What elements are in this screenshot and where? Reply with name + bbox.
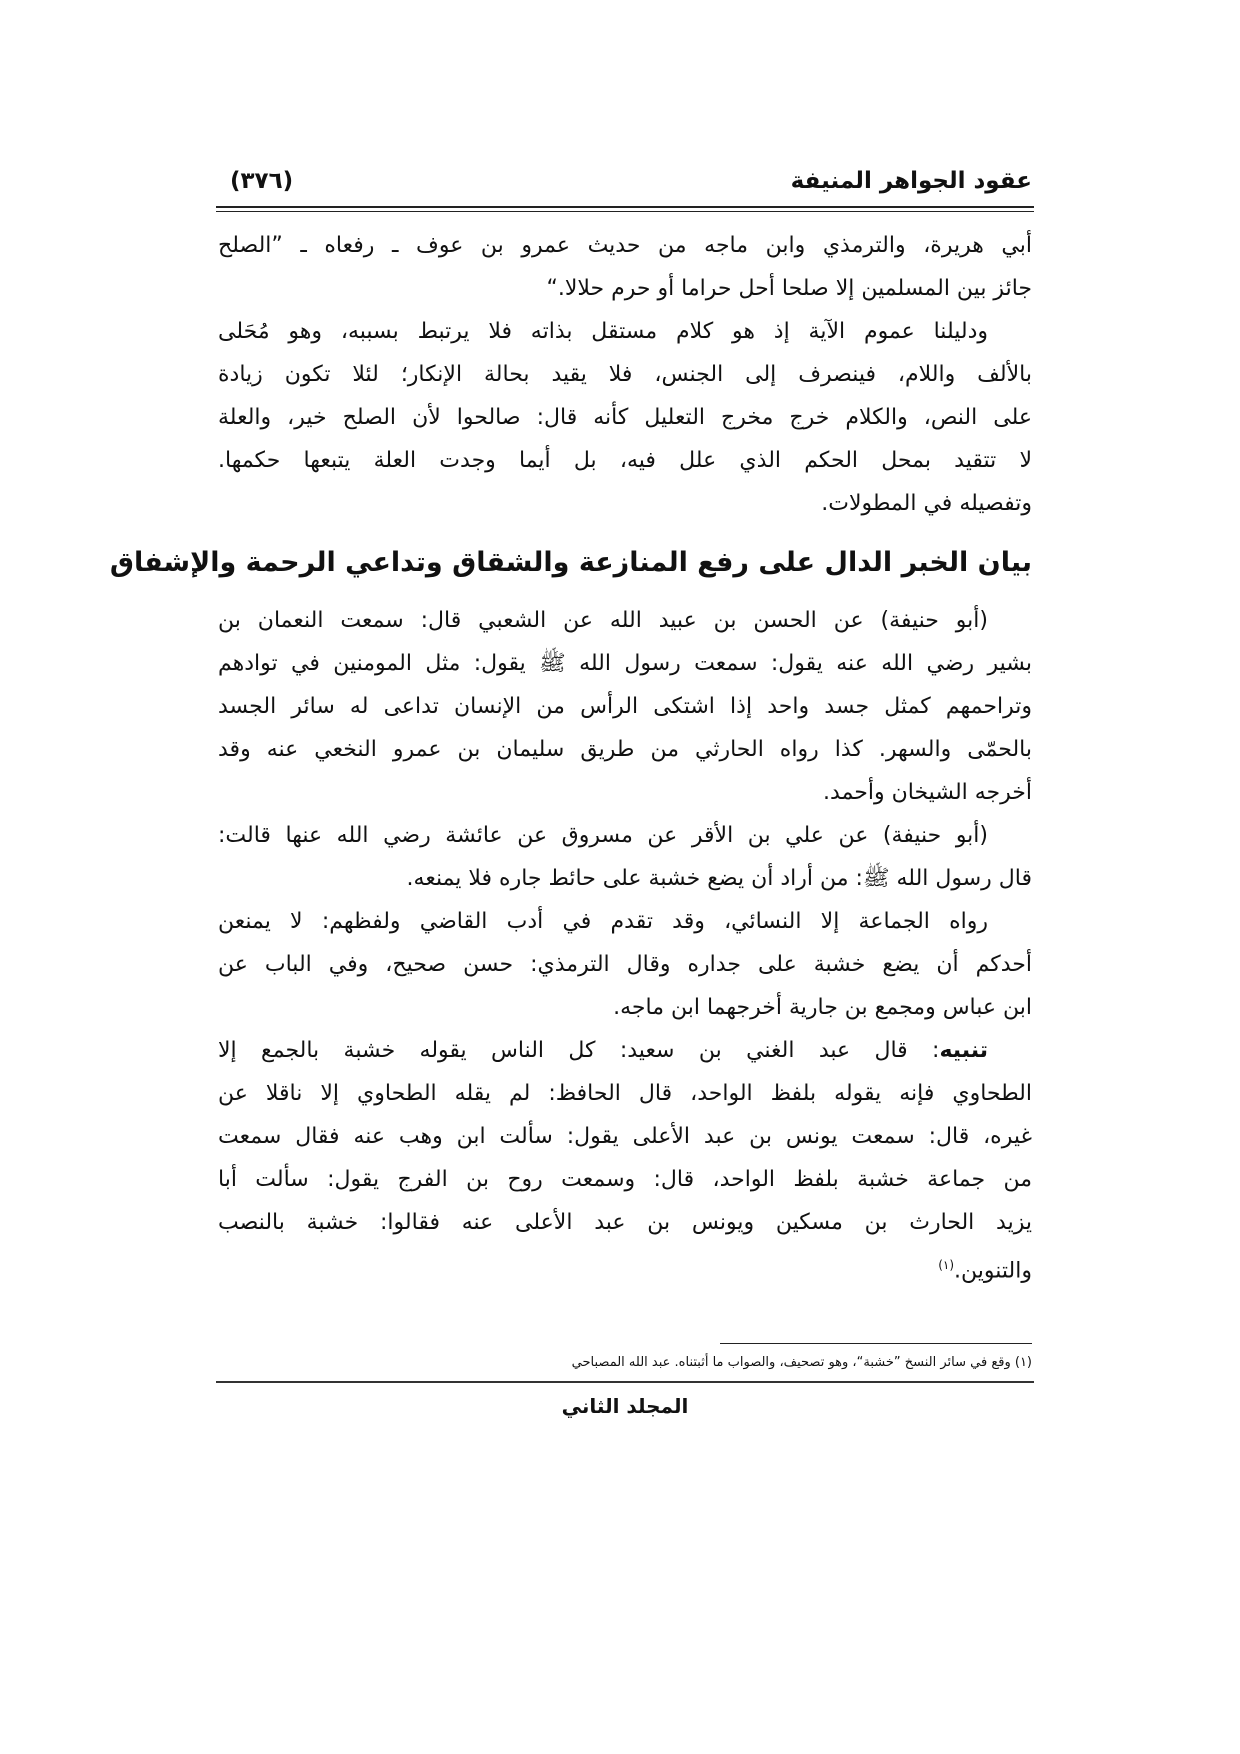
text-line: أحدكم أن يضع خشبة على جداره وقال الترمذي: حسن صحيح، وفي الباب عن <box>218 952 1032 977</box>
text-line: لا تتقيد بمحل الحكم الذي علل فيه، بل أيما وجدت العلة يتبعها حكمها. <box>218 448 1032 473</box>
text-line: الطحاوي فإنه يقوله بلفظ الواحد، قال الحافظ: لم يقله الطحاوي إلا ناقلا عن <box>218 1081 1032 1106</box>
text-line: على النص، والكلام خرج مخرج التعليل كأنه قال: صالحوا لأن الصلح خير، والعلة <box>218 405 1032 430</box>
page-number: (٣٧٦) <box>230 168 294 194</box>
text-line: (أبو حنيفة) عن علي بن الأقر عن مسروق عن عائشة رضي الله عنها قالت: <box>218 823 988 848</box>
footnote: (١) وقع في سائر النسخ ”خشبة“، وهو تصحيف، والصواب ما أثبتناه. عبد الله المصباحي <box>571 1355 1032 1370</box>
footnote-reference[interactable]: (١) <box>938 1258 955 1272</box>
text-line <box>218 1244 1032 1287</box>
text-span: والتنوين. <box>954 1258 1032 1284</box>
text-line: قال رسول الله ﷺ: من أراد أن يضع خشبة على حائط جاره فلا يمنعه. <box>406 866 1032 891</box>
running-header <box>218 168 1032 204</box>
text-line: غيره، قال: سمعت يونس بن عبد الأعلى يقول: سألت ابن وهب عنه فقال سمعت <box>218 1124 1032 1149</box>
book-title: عقود الجواهر المنيفة <box>790 168 1032 194</box>
text-line: جائز بين المسلمين إلا صلحا أحل حراما أو حرم حلالا.“ <box>546 276 1032 301</box>
text-line: بالألف واللام، فينصرف إلى الجنس، فلا يقيد بحالة الإنكار؛ لئلا تكون زيادة <box>218 362 1032 387</box>
footnote-separator <box>720 1343 1032 1344</box>
paragraph <box>218 900 1032 1029</box>
text-line: يزيد الحارث بن مسكين ويونس بن عبد الأعلى عنه فقالوا: خشبة بالنصب <box>218 1210 1032 1235</box>
text-line: (أبو حنيفة) عن الحسن بن عبيد الله عن الشعبي قال: سمعت النعمان بن <box>218 608 988 633</box>
footer-rule <box>216 1381 1034 1383</box>
text-line: أبي هريرة، والترمذي وابن ماجه من حديث عمرو بن عوف ـ رفعاه ـ ”الصلح <box>218 233 1032 258</box>
paragraph <box>218 310 1032 525</box>
text-line: وتفصيله في المطولات. <box>821 491 1032 516</box>
paragraph-note <box>218 1029 1032 1287</box>
paragraph <box>218 599 1032 814</box>
header-double-rule <box>216 206 1034 212</box>
text-line: بالحمّى والسهر. كذا رواه الحارثي من طريق سليمان بن عمرو النخعي عنه وقد <box>218 737 1032 762</box>
paragraph <box>218 814 1032 900</box>
text-line: رواه الجماعة إلا النسائي، وقد تقدم في أدب القاضي ولفظهم: لا يمنعن <box>218 909 988 934</box>
text-line: ابن عباس ومجمع بن جارية أخرجهما ابن ماجه. <box>613 995 1032 1020</box>
text-line: وتراحمهم كمثل جسد واحد إذا اشتكى الرأس من الإنسان تداعى له سائر الجسد <box>218 694 1032 719</box>
text-line: بشير رضي الله عنه يقول: سمعت رسول الله ﷺ يقول: مثل المومنين في توادهم <box>218 651 1032 676</box>
main-text <box>109 224 1032 1287</box>
text-line: أخرجه الشيخان وأحمد. <box>823 780 1032 805</box>
text-line: ودليلنا عموم الآية إذ هو كلام مستقل بذاته فلا يرتبط بسببه، وهو مُحَلى <box>218 319 988 344</box>
text-span: : قال عبد الغني بن سعيد: كل الناس يقوله خشبة بالجمع إلا <box>218 1038 940 1063</box>
text-line <box>218 1029 1032 1072</box>
volume-label: المجلد الثاني <box>561 1394 689 1418</box>
note-label: تنبيه <box>939 1038 988 1063</box>
text-line: من جماعة خشبة بلفظ الواحد، قال: وسمعت روح بن الفرج يقول: سألت أبا <box>218 1167 1032 1192</box>
paragraph <box>218 224 1032 310</box>
section-heading: بيان الخبر الدال على رفع المنازعة والشقاق وتداعي الرحمة والإشفاق <box>109 547 1032 578</box>
